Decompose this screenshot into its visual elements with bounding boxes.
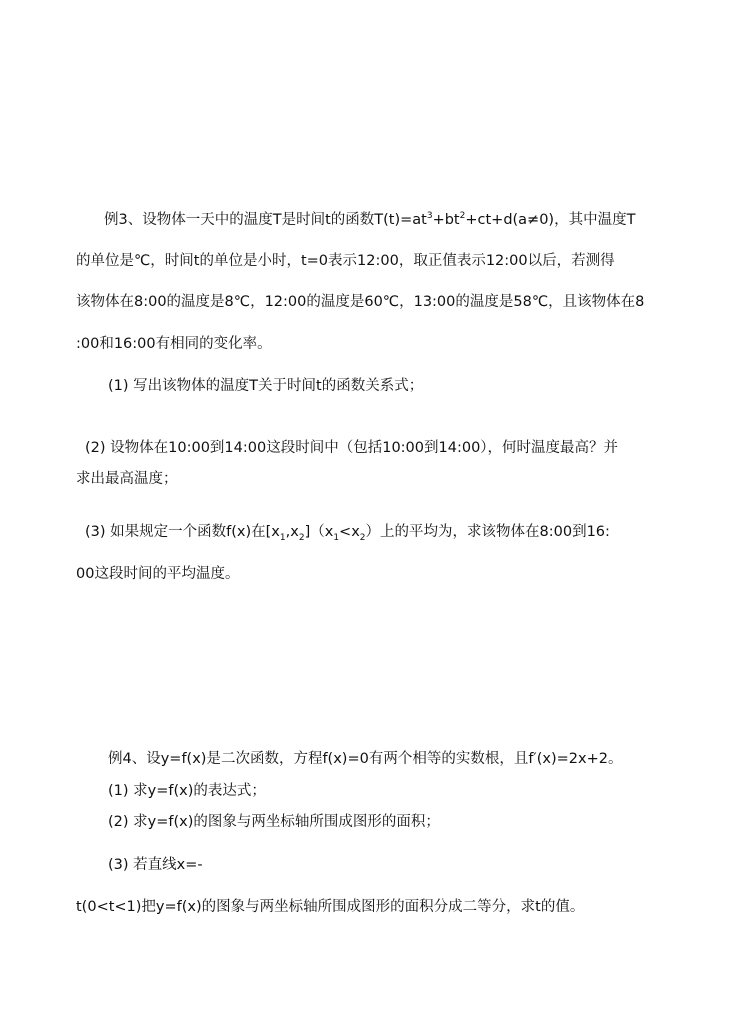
- ex3-line-4: :00和16:00有相同的变化率。: [76, 336, 272, 352]
- ex3-line-3: 该物体在8:00的温度是8℃，12:00的温度是60℃，13:00的温度是58℃，且该物体在8: [76, 294, 645, 310]
- ex4-question-1: (1) 求y=f(x)的表达式；: [108, 783, 266, 799]
- ex3-line-2: 的单位是℃，时间t的单位是小时，t=0表示12:00，取正值表示12:00以后，若测得: [76, 253, 615, 269]
- ex4-line-1: 例4、设y=f(x)是二次函数，方程f(x)=0有两个相等的实数根，且f′(x)=2x+2。: [108, 751, 623, 767]
- ex3-question-3-line-2: 00这段时间的平均温度。: [76, 566, 240, 582]
- ex4-question-3-line-1: (3) 若直线x=-: [108, 857, 203, 873]
- ex4-question-3-line-2: t(0<t<1)把y=f(x)的图象与两坐标轴所围成图形的面积分成二等分，求t的值。: [76, 899, 585, 915]
- ex3-line-1: 例3、设物体一天中的温度T是时间t的函数$T(t)=at^3+bt^2+ct+d(a\ne 0)$，其中温度T: [104, 211, 636, 228]
- ex3-question-2-line-2: 求出最高温度；: [76, 471, 178, 487]
- ex4-question-2: (2) 求y=f(x)的图象与两坐标轴所围成图形的面积；: [108, 814, 440, 830]
- ex3-question-2-line-1: (2) 设物体在10:00到14:00这段时间中（包括10:00到14:00），何时温度最高？并: [85, 440, 619, 456]
- ex3-question-1: (1) 写出该物体的温度T关于时间t的函数关系式；: [108, 378, 424, 394]
- ex3-question-3-line-1: (3) 如果规定一个函数f(x)在$[x_1,x_2](x_1<x_2)$上的平均为，求该物体在8:00到16:: [85, 524, 610, 543]
